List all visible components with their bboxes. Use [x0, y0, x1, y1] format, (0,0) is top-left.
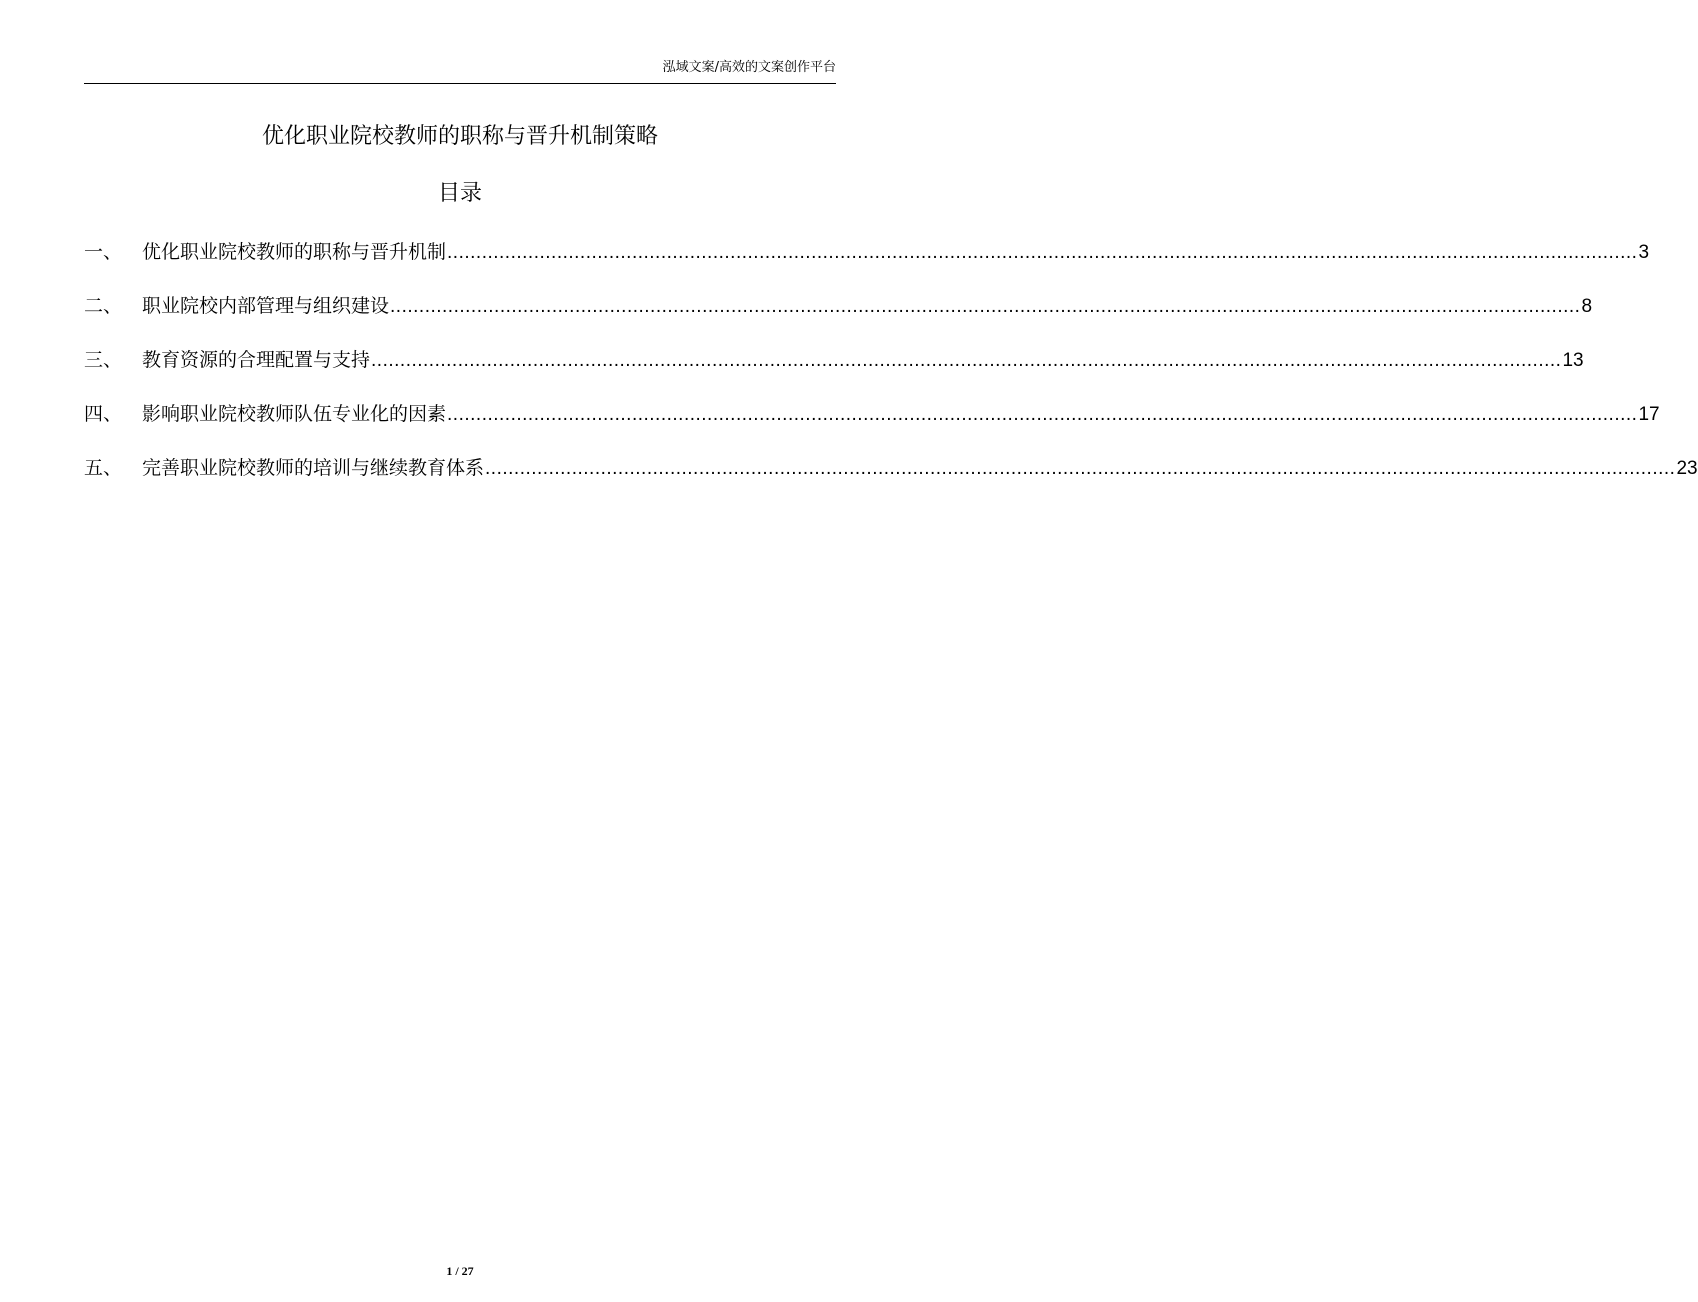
toc-entry-number: 四、 [84, 403, 123, 425]
toc-entry-page: 8 [1581, 296, 1593, 317]
toc-entry-title: 教育资源的合理配置与支持 [142, 349, 371, 371]
toc-entry-title: 职业院校内部管理与组织建设 [142, 295, 390, 317]
toc-entry-title: 影响职业院校教师队伍专业化的因素 [142, 403, 447, 425]
toc-dot-leader: .............................................................................................................................................................................................................. [447, 242, 1638, 263]
toc-heading: 目录 [437, 181, 482, 206]
toc-entry-title: 完善职业院校教师的培训与继续教育体系 [142, 457, 485, 479]
toc-entry-page: 13 [1562, 350, 1584, 371]
toc-entry-page: 17 [1638, 404, 1660, 425]
toc-dot-leader: .............................................................................................................................................................................................................. [390, 296, 1581, 317]
toc-entry[interactable] [84, 396, 1660, 432]
page-number: 1 / 27 [446, 1264, 474, 1278]
toc-entry[interactable] [84, 450, 1698, 486]
toc-entry-number: 二、 [84, 295, 123, 317]
toc-dot-leader: .............................................................................................................................................................................................................. [371, 350, 1562, 371]
toc-entry-number: 三、 [84, 349, 123, 371]
toc-dot-leader: .............................................................................................................................................................................................................. [447, 404, 1638, 425]
page-header: 泓域文案/高效的文案创作平台 [662, 60, 836, 75]
toc-dot-leader: .............................................................................................................................................................................................................. [485, 458, 1676, 479]
document-title: 优化职业院校教师的职称与晋升机制策略 [261, 124, 658, 149]
toc-entry-number: 五、 [84, 457, 123, 479]
toc-entry[interactable] [84, 342, 1584, 378]
toc-entry-page: 3 [1638, 242, 1650, 263]
table-of-contents [84, 234, 1698, 504]
header-divider [84, 83, 836, 84]
toc-entry[interactable] [84, 234, 1650, 270]
toc-entry-page: 23 [1676, 458, 1698, 479]
toc-entry-number: 一、 [84, 241, 123, 263]
toc-entry-title: 优化职业院校教师的职称与晋升机制 [142, 241, 447, 263]
toc-entry[interactable] [84, 288, 1593, 324]
